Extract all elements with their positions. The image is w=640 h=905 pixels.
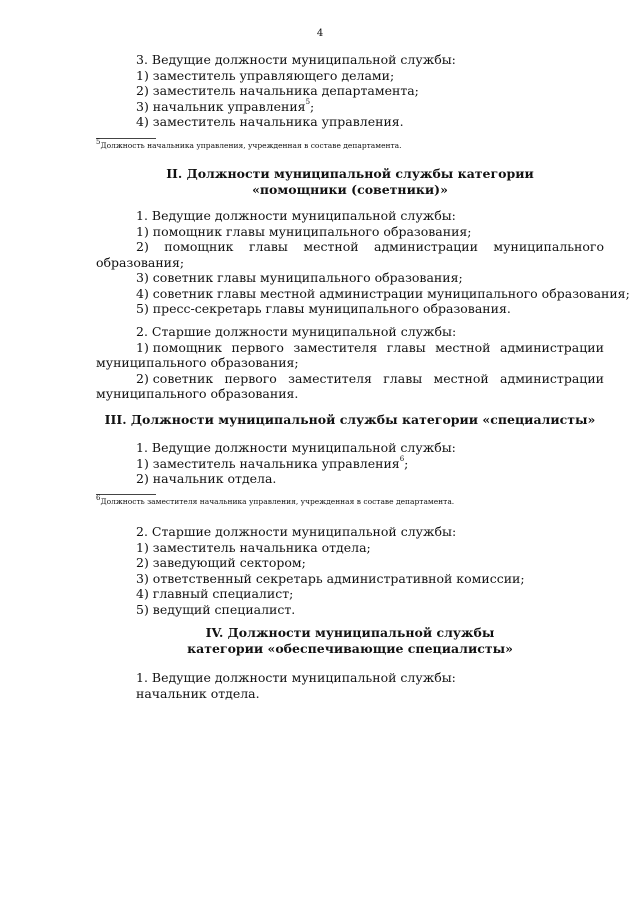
heading-line: IV. Должности муниципальной службы	[205, 625, 495, 640]
section-2-heading	[96, 166, 604, 198]
word: первого	[231, 339, 284, 355]
list-item-continuation: муниципального образования.	[96, 386, 299, 401]
heading-line: II. Должности муниципальной службы категории	[166, 166, 534, 181]
list-item-continuation: муниципального образования;	[96, 355, 299, 370]
list-item: 1) помощник главы муниципального образования;	[136, 223, 472, 239]
footnote-body: Должность начальника управления, учрежденная в составе департамента.	[100, 141, 402, 150]
list-item	[96, 99, 604, 115]
word: администрации	[500, 370, 604, 386]
section-2-lead-block	[96, 208, 630, 317]
list-item-justified	[96, 371, 604, 387]
list-item: 2) начальник отдела.	[136, 471, 277, 486]
word: местной	[303, 239, 359, 254]
word: главы	[248, 239, 288, 254]
footnote-ref: 5	[305, 98, 311, 107]
lead-positions-block	[96, 52, 604, 130]
section-3-heading	[96, 412, 604, 428]
footnote-rule	[96, 494, 156, 495]
block-title: 1. Ведущие должности муниципальной службы:	[136, 670, 456, 685]
section-4-heading	[96, 625, 604, 657]
word: первого	[224, 370, 277, 386]
footnote-text	[96, 493, 604, 506]
list-item: 4) советник главы местной администрации муниципального образования;	[136, 285, 630, 301]
footnote-ref: 6	[399, 455, 405, 464]
list-item: 1) заместитель управляющего делами;	[136, 67, 395, 83]
footnote-5	[96, 138, 604, 150]
word: 1) помощник	[136, 339, 223, 355]
word: заместителя	[293, 339, 378, 355]
list-item-end: ;	[404, 455, 409, 471]
lead-positions-title: 3. Ведущие должности муниципальной службы:	[136, 52, 456, 67]
word: местной	[435, 339, 491, 355]
list-item-justified	[96, 340, 604, 356]
list-item-text: 1) заместитель начальника управления	[136, 455, 400, 471]
section-3-lead-block	[96, 440, 604, 487]
word: главы	[383, 370, 423, 386]
list-item: 3) советник главы муниципального образования;	[136, 270, 463, 285]
heading-line: категории «обеспечивающие специалисты»	[187, 641, 513, 656]
footnote-rule	[96, 138, 156, 139]
page-number: 4	[316, 28, 324, 39]
block-title: 1. Ведущие должности муниципальной службы:	[136, 208, 456, 223]
block-title: 2. Старшие должности муниципальной службы:	[136, 524, 457, 539]
block-title: 2. Старшие должности муниципальной службы:	[136, 324, 457, 339]
section-3-senior-block	[96, 524, 604, 617]
list-item: 2) заведующий сектором;	[136, 555, 306, 570]
word: помощник	[164, 239, 234, 254]
word: муниципального	[493, 239, 604, 254]
list-item: 5) ведущий специалист.	[136, 601, 296, 617]
heading-line: III. Должности муниципальной службы категории «специалисты»	[104, 412, 596, 427]
footnote-mark: 5	[96, 137, 101, 146]
footnote-mark: 6	[96, 493, 101, 502]
list-item	[96, 456, 604, 472]
footnote-6	[96, 494, 604, 506]
word: 2) советник	[136, 370, 214, 386]
list-item: 2) заместитель начальника департамента;	[136, 83, 419, 98]
word: 2)	[136, 239, 149, 254]
footnote-body: Должность заместителя начальника управления, учрежденная в составе департамента.	[100, 497, 455, 506]
block-title: 1. Ведущие должности муниципальной службы:	[136, 440, 456, 455]
list-item: 5) пресс-секретарь главы муниципального образования.	[136, 301, 511, 316]
section-2-senior-block	[96, 324, 604, 402]
list-item: 4) главный специалист;	[136, 586, 294, 601]
list-item: начальник отдела.	[136, 685, 260, 701]
heading-line: «помощники (советники)»	[252, 182, 448, 197]
section-4-lead-block	[96, 670, 604, 701]
list-item-justified	[96, 239, 604, 255]
word: главы	[386, 339, 426, 355]
list-item-text: 3) начальник управления	[136, 98, 306, 114]
list-item: 3) ответственный секретарь административной комиссии;	[136, 570, 525, 586]
list-item: 1) заместитель начальника отдела;	[136, 539, 371, 555]
word: местной	[433, 370, 489, 386]
footnote-text	[96, 137, 604, 150]
word: заместителя	[288, 370, 372, 386]
list-item-end: ;	[310, 98, 315, 114]
list-item: 4) заместитель начальника управления.	[136, 114, 404, 129]
word: администрации	[500, 339, 604, 355]
word: администрации	[374, 239, 478, 254]
list-item-continuation: образования;	[96, 254, 185, 270]
